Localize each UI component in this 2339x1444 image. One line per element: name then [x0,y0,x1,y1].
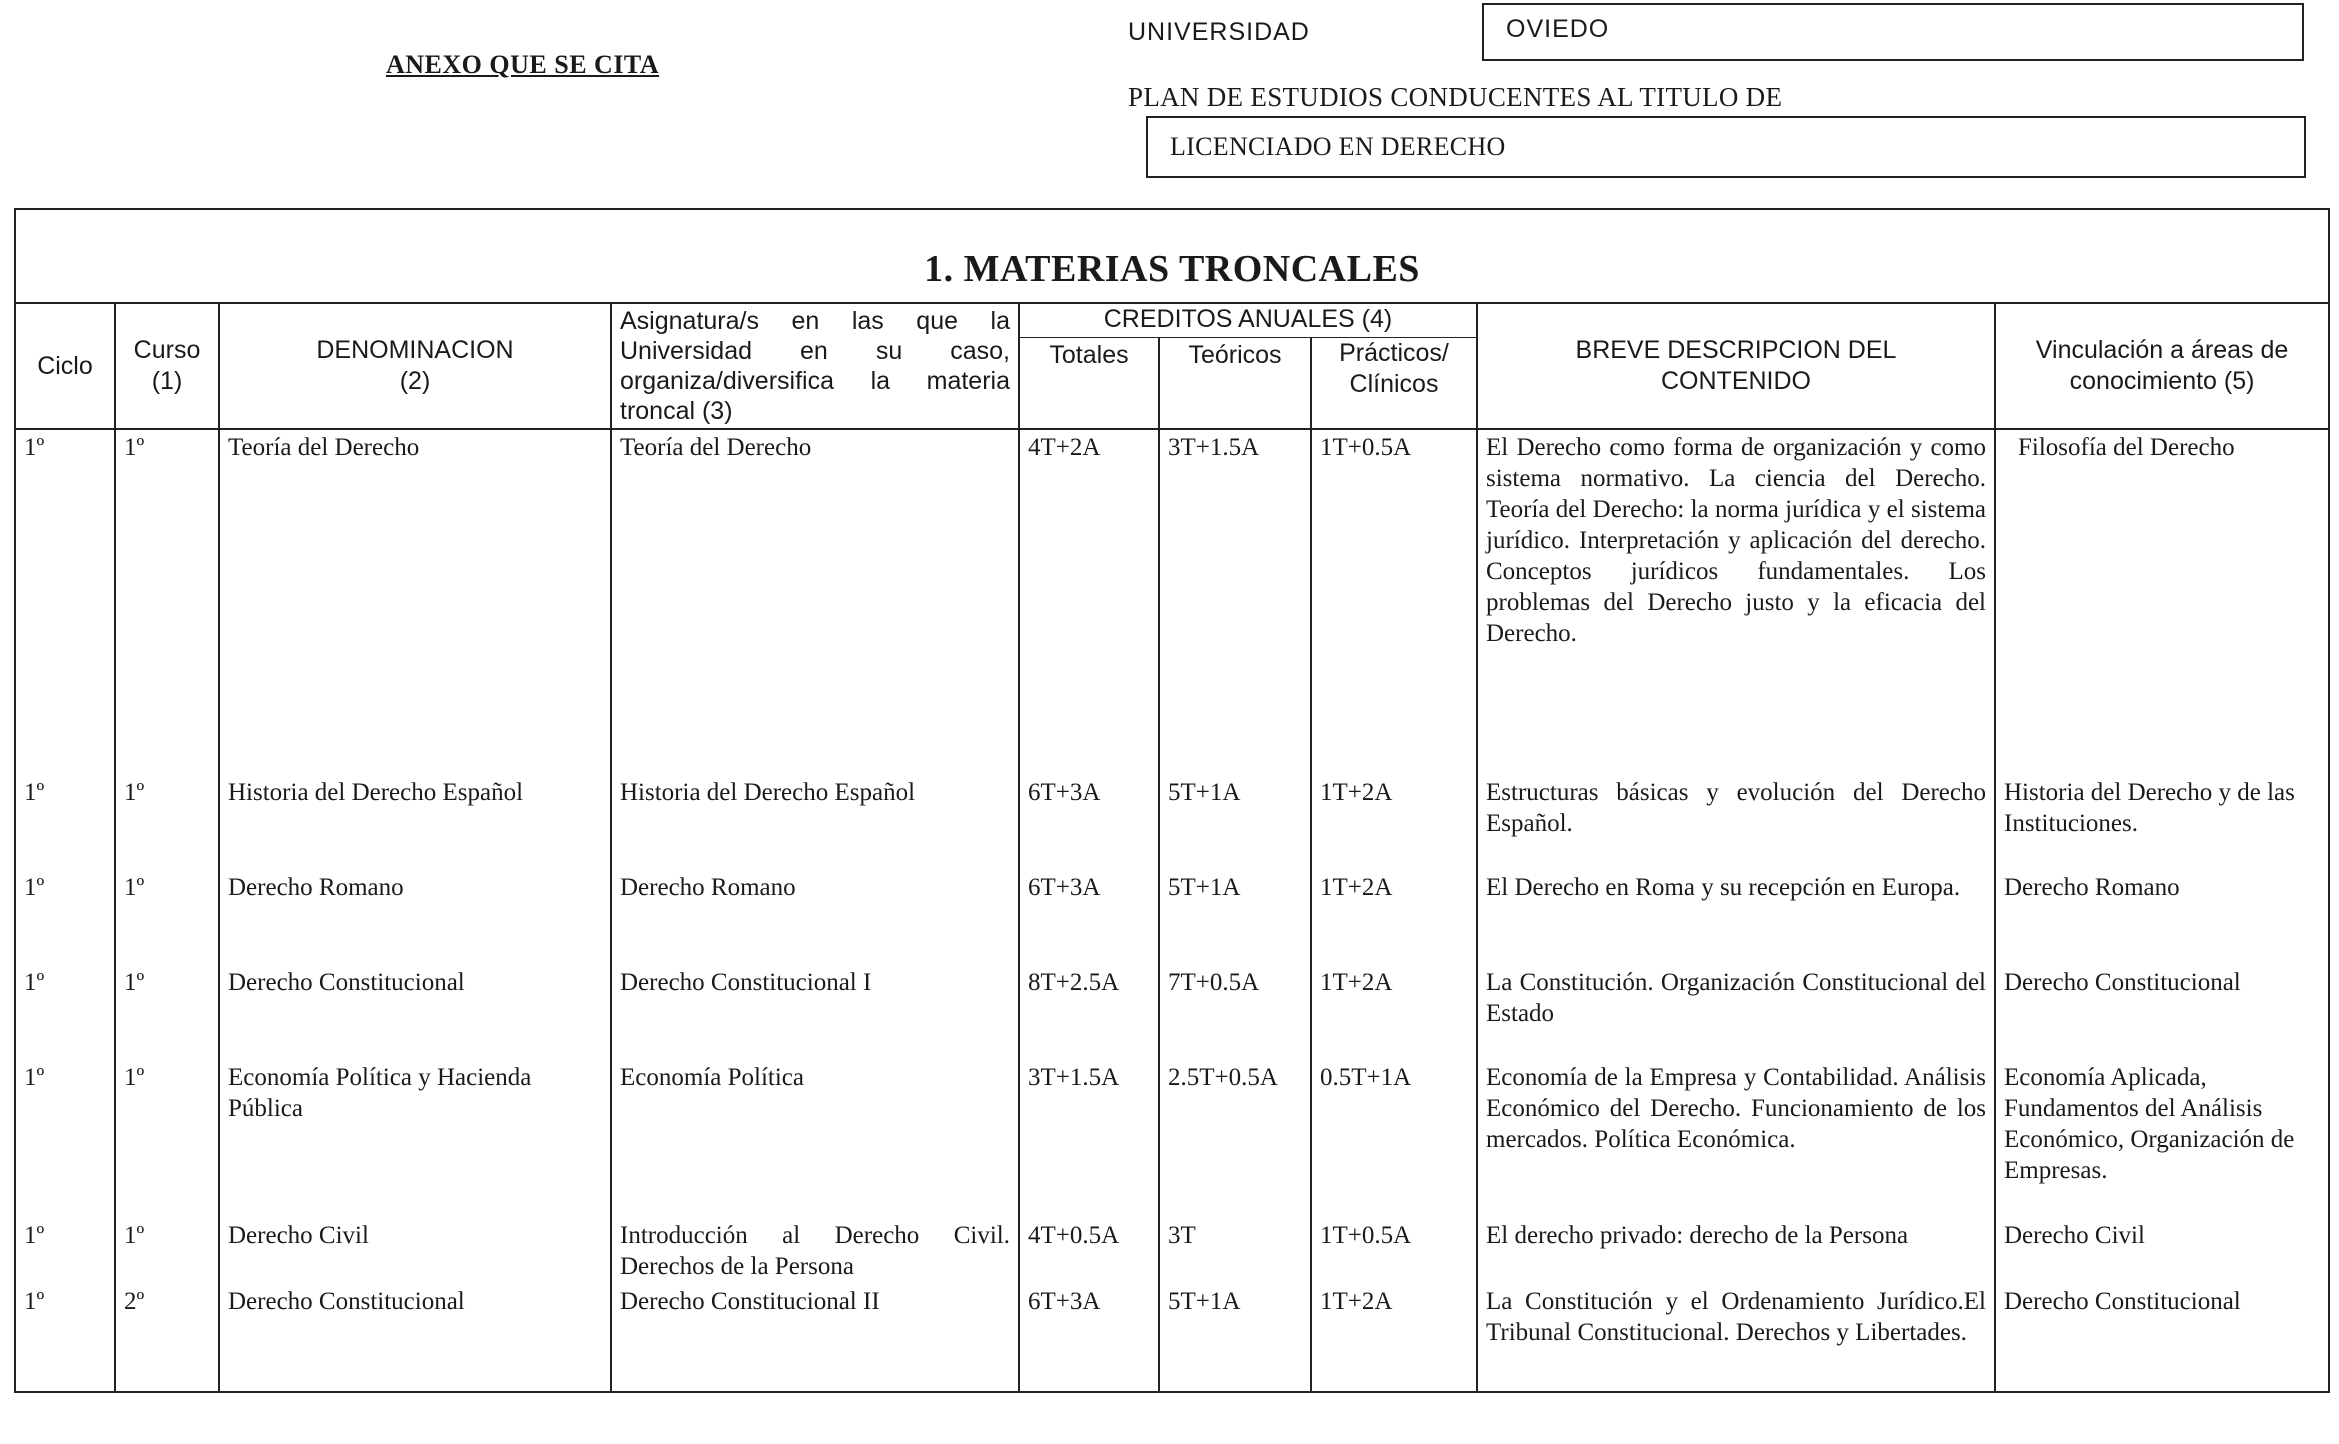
col-asignatura: Asignatura/s en las que la Universidad en su caso, organiza/diversifica la materia troncal (3) [611,303,1019,429]
cell-vinculacion: Filosofía del Derecho [1995,429,2329,775]
annex-title: ANEXO QUE SE CITA [386,50,660,79]
cell-totales: 6T+3A [1019,1284,1159,1392]
university-label: UNIVERSIDAD [1128,18,1310,46]
cell-ciclo: 1º [15,1218,115,1284]
cell-totales: 4T+2A [1019,429,1159,775]
cell-denominacion: Historia del Derecho Español [219,775,611,870]
cell-ciclo: 1º [15,1060,115,1218]
cell-asignatura: Derecho Constitucional I [611,965,1019,1060]
cell-denominacion: Derecho Romano [219,870,611,965]
cell-vinculacion: Economía Aplicada, Fundamentos del Análisis Económico, Organización de Empresas. [1995,1060,2329,1218]
table-title: 1. MATERIAS TRONCALES [15,209,2329,303]
cell-totales: 6T+3A [1019,870,1159,965]
cell-teoricos: 3T+1.5A [1159,429,1311,775]
cell-vinculacion: Derecho Civil [1995,1218,2329,1284]
cell-teoricos: 3T [1159,1218,1311,1284]
degree-field: LICENCIADO EN DERECHO [1146,116,2306,178]
table-row [15,870,2329,965]
cell-curso: 1º [115,870,219,965]
cell-ciclo: 1º [15,870,115,965]
col-ciclo: Ciclo [15,303,115,429]
cell-curso: 1º [115,429,219,775]
cell-descripcion: El derecho privado: derecho de la Persona [1477,1218,1995,1284]
cell-denominacion: Derecho Constitucional [219,965,611,1060]
col-denominacion [219,303,611,429]
cell-vinculacion: Derecho Constitucional [1995,965,2329,1060]
col-teoricos: Teóricos [1159,338,1311,429]
cell-totales: 4T+0.5A [1019,1218,1159,1284]
col-practicos: Prácticos/ Clínicos [1311,338,1477,429]
cell-teoricos: 5T+1A [1159,870,1311,965]
cell-asignatura: Teoría del Derecho [611,429,1019,775]
cell-practicos: 1T+2A [1311,965,1477,1060]
table-row [15,1218,2329,1284]
cell-ciclo: 1º [15,1284,115,1392]
materias-table [14,208,2330,1393]
cell-asignatura: Economía Política [611,1060,1019,1218]
cell-asignatura: Derecho Constitucional II [611,1284,1019,1392]
university-field: OVIEDO [1482,3,2304,61]
table-row [15,429,2329,775]
cell-ciclo: 1º [15,429,115,775]
col-denominacion-label: DENOMINACION [316,336,514,364]
col-creditos: CREDITOS ANUALES (4) [1019,303,1477,338]
cell-practicos: 1T+2A [1311,775,1477,870]
table-row [15,775,2329,870]
cell-totales: 6T+3A [1019,775,1159,870]
table-row [15,1284,2329,1392]
cell-descripcion: Economía de la Empresa y Contabilidad. Análisis Económico del Derecho. Funcionamiento de los mercados. Política Económica. [1477,1060,1995,1218]
cell-asignatura: Derecho Romano [611,870,1019,965]
cell-asignatura: Introducción al Derecho Civil. Derechos de la Persona [611,1218,1019,1284]
cell-teoricos: 5T+1A [1159,775,1311,870]
col-curso [115,303,219,429]
cell-practicos: 1T+2A [1311,870,1477,965]
table-row [15,1060,2329,1218]
cell-denominacion: Teoría del Derecho [219,429,611,775]
cell-asignatura: Historia del Derecho Español [611,775,1019,870]
cell-descripcion: Estructuras básicas y evolución del Derecho Español. [1477,775,1995,870]
cell-practicos: 1T+2A [1311,1284,1477,1392]
cell-denominacion: Economía Política y Hacienda Pública [219,1060,611,1218]
cell-descripcion: El Derecho como forma de organización y como sistema normativo. La ciencia del Derecho. Teoría del Derecho: la norma jurídica y el sistema jurídico. Interpretación y aplicación del derecho. Conceptos jurídicos fundamentales. Los problemas del Derecho justo y la eficacia del Derecho. [1477,429,1995,775]
cell-denominacion: Derecho Constitucional [219,1284,611,1392]
table-row [15,965,2329,1060]
cell-descripcion: El Derecho en Roma y su recepción en Europa. [1477,870,1995,965]
cell-practicos: 0.5T+1A [1311,1060,1477,1218]
cell-practicos: 1T+0.5A [1311,429,1477,775]
cell-ciclo: 1º [15,775,115,870]
cell-denominacion: Derecho Civil [219,1218,611,1284]
cell-curso: 1º [115,1218,219,1284]
cell-vinculacion: Historia del Derecho y de las Instituciones. [1995,775,2329,870]
cell-practicos: 1T+0.5A [1311,1218,1477,1284]
cell-descripcion: La Constitución. Organización Constitucional del Estado [1477,965,1995,1060]
cell-descripcion: La Constitución y el Ordenamiento Jurídico.El Tribunal Constitucional. Derechos y Libertades. [1477,1284,1995,1392]
col-descripcion: BREVE DESCRIPCION DEL CONTENIDO [1477,303,1995,429]
cell-vinculacion: Derecho Constitucional [1995,1284,2329,1392]
col-vinculacion: Vinculación a áreas de conocimiento (5) [1995,303,2329,429]
cell-totales: 3T+1.5A [1019,1060,1159,1218]
cell-totales: 8T+2.5A [1019,965,1159,1060]
cell-teoricos: 7T+0.5A [1159,965,1311,1060]
cell-curso: 1º [115,775,219,870]
cell-curso: 2º [115,1284,219,1392]
col-totales: Totales [1019,338,1159,429]
col-curso-label: Curso [133,336,201,364]
plan-label: PLAN DE ESTUDIOS CONDUCENTES AL TITULO DE [1128,82,1783,112]
cell-vinculacion: Derecho Romano [1995,870,2329,965]
col-curso-note: (1) [151,367,183,395]
cell-ciclo: 1º [15,965,115,1060]
cell-teoricos: 5T+1A [1159,1284,1311,1392]
cell-curso: 1º [115,965,219,1060]
cell-teoricos: 2.5T+0.5A [1159,1060,1311,1218]
cell-curso: 1º [115,1060,219,1218]
col-denominacion-note: (2) [399,367,431,395]
